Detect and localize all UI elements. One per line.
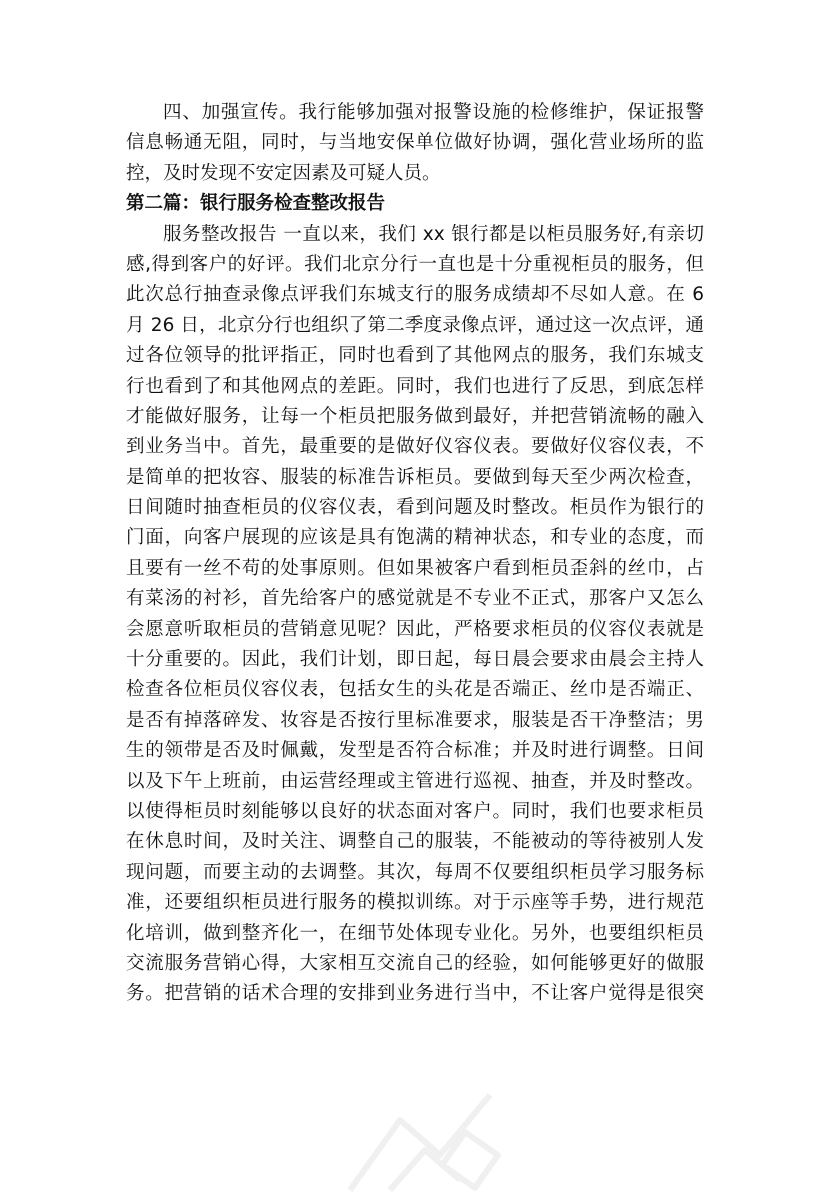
text-line: 感,得到客户的好评。我们北京分行一直也是十分重视柜员的服务，但 (126, 253, 704, 275)
text-line: 是否有掉落碎发、妆容是否按行里标准要求，服装是否干净整洁；男 (126, 709, 704, 731)
text-line: 以及下午上班前，由运营经理或主管进行巡视、抽查，并及时整改。 (126, 770, 704, 792)
paragraph-security-publicity (126, 98, 704, 189)
text-line: 四、加强宣传。我行能够加强对报警设施的检修维护，保证报警 (163, 102, 704, 123)
text-line: 到业务当中。首先，最重要的是做好仪容仪表。要做好仪容仪表，不 (126, 436, 704, 458)
text-line: 现问题，而要主动的去调整。其次，每周不仅要组织柜员学习服务标 (126, 861, 704, 883)
text-line: 会愿意听取柜员的营销意见呢？因此，严格要求柜员的仪容仪表就是 (126, 618, 704, 640)
text-line: 月 26 日，北京分行也组织了第二季度录像点评，通过这一次点评，通 (126, 314, 704, 336)
text-line: 控，及时发现不安定因素及可疑人员。 (126, 162, 441, 184)
text-line: 化培训，做到整齐化一，在细节处体现专业化。另外，也要组织柜员 (126, 922, 704, 944)
text-line: 是简单的把妆容、服装的标准告诉柜员。要做到每天至少两次检查， (126, 466, 704, 488)
text-line: 日间随时抽查柜员的仪容仪表，看到问题及时整改。柜员作为银行的 (126, 497, 704, 519)
text-line: 准，还要组织柜员进行服务的模拟训练。对于示座等手势，进行规范 (126, 892, 704, 914)
text-line: 过各位领导的批评指正，同时也看到了其他网点的服务，我们东城支 (126, 345, 704, 367)
text-line: 在休息时间，及时关注、调整自己的服装，不能被动的等待被别人发 (126, 831, 704, 853)
text-line: 以使得柜员时刻能够以良好的状态面对客户。同时，我们也要求柜员 (126, 800, 704, 822)
text-line: 有菜汤的衬衫，首先给客户的感觉就是不专业不正式，那客户又怎么 (126, 588, 704, 610)
text-line: 此次总行抽查录像点评我们东城支行的服务成绩却不尽如人意。在 6 (126, 284, 704, 306)
watermark-logo-icon (330, 1080, 520, 1200)
text-line: 信息畅通无阻，同时，与当地安保单位做好协调，强化营业场所的监 (126, 132, 704, 154)
text-line: 务。把营销的话术合理的安排到业务进行当中，不让客户觉得是很突 (126, 983, 704, 1005)
text-line: 行也看到了和其他网点的差距。同时，我们也进行了反思，到底怎样 (126, 375, 704, 397)
text-line: 检查各位柜员仪容仪表，包括女生的头花是否端正、丝巾是否端正、 (126, 679, 704, 701)
text-line: 才能做好服务，让每一个柜员把服务做到最好，并把营销流畅的融入 (126, 405, 704, 427)
text-line: 门面，向客户展现的应该是具有饱满的精神状态，和专业的态度，而 (126, 527, 704, 549)
text-line: 十分重要的。因此，我们计划，即日起，每日晨会要求由晨会主持人 (126, 649, 704, 671)
text-line: 且要有一丝不苟的处事原则。但如果被客户看到柜员歪斜的丝巾，占 (126, 557, 704, 579)
text-line: 服务整改报告 一直以来，我们 xx 银行都是以柜员服务好,有亲切 (163, 223, 704, 245)
document-body (126, 98, 704, 1010)
text-line: 生的领带是否及时佩戴，发型是否符合标准；并及时进行调整。日间 (126, 740, 704, 762)
section-heading: 第二篇：银行服务检查整改报告 (126, 193, 386, 215)
text-line: 交流服务营销心得，大家相互交流自己的经验，如何能够更好的做服 (126, 952, 704, 974)
paragraph-service-rectification (126, 220, 704, 1010)
